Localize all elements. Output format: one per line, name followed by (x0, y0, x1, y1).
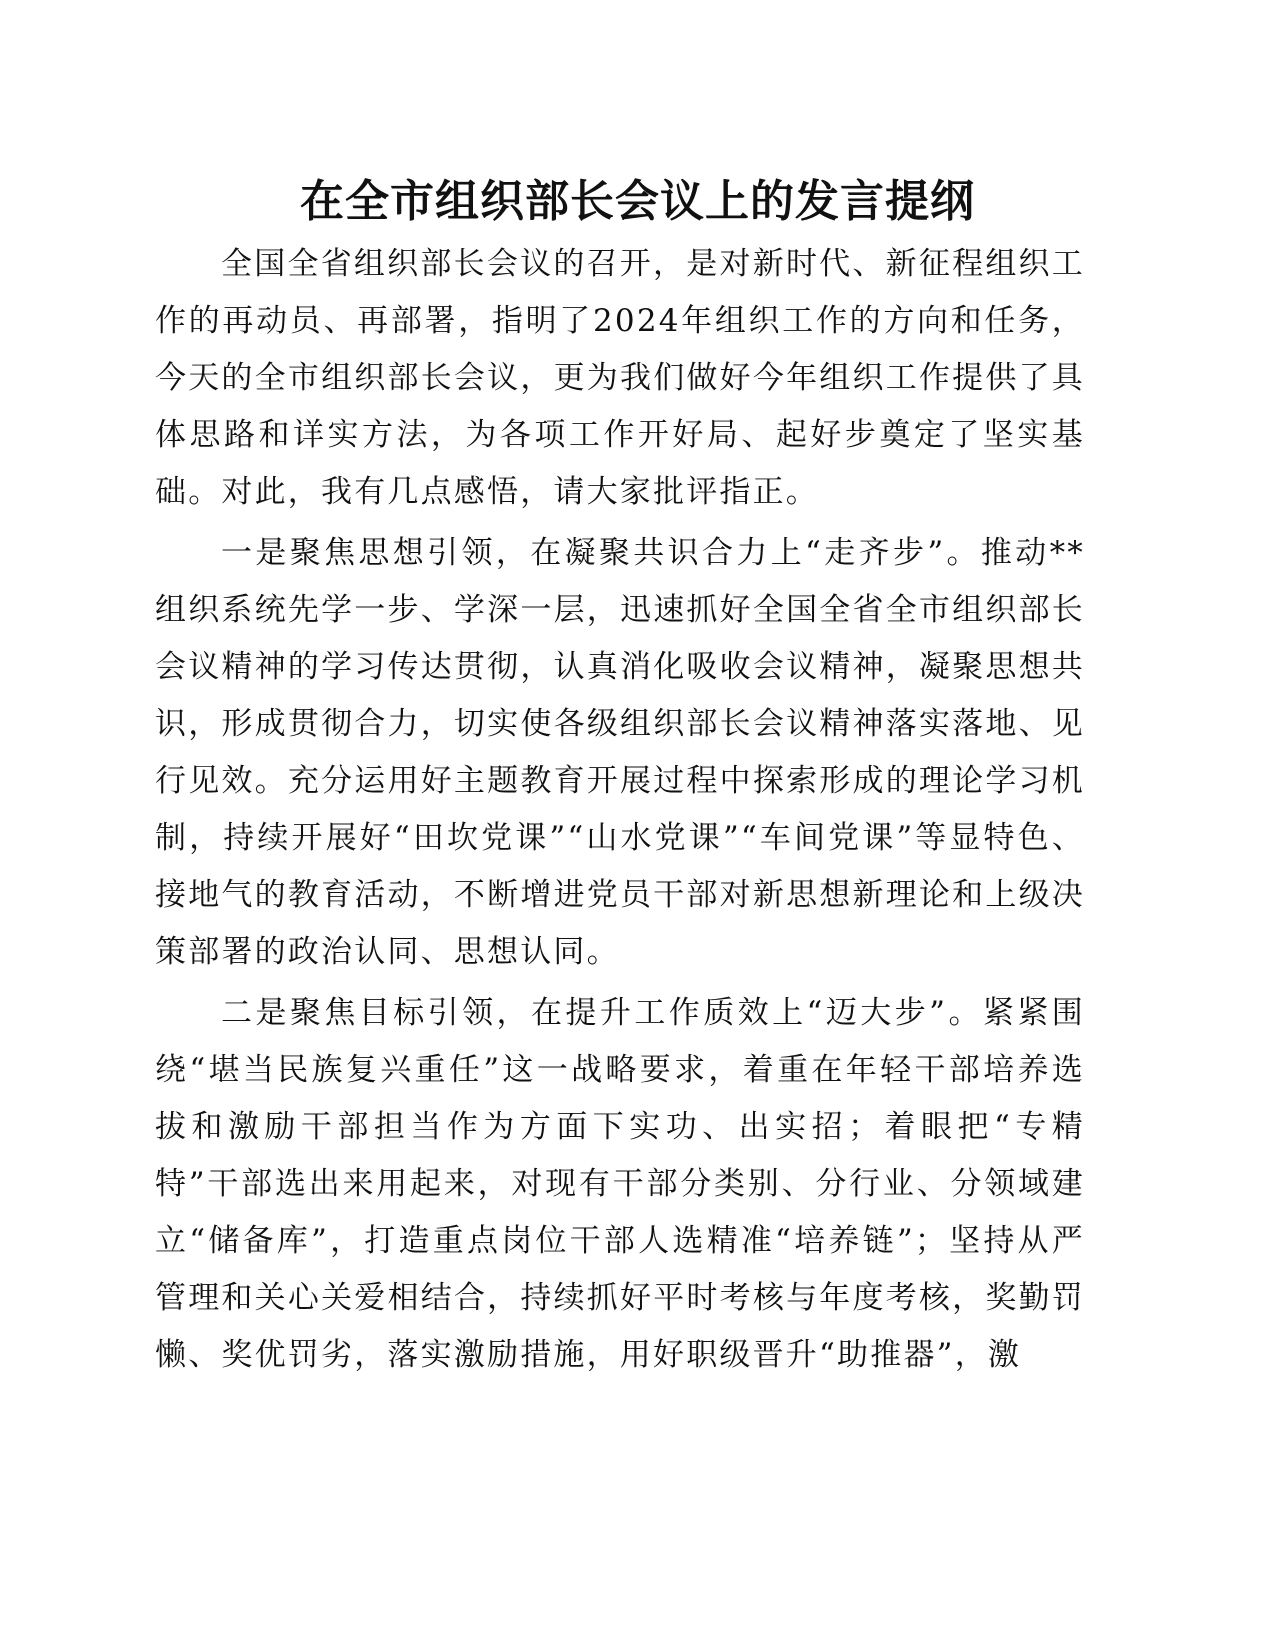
document-title: 在全市组织部长会议上的发言提纲 (300, 176, 975, 227)
paragraph-point-two: 二是聚焦目标引领，在提升工作质效上“迈大步”。紧紧围绕“堪当民族复兴重任”这一战略要求，着重在年轻干部培养选拔和激励干部担当作为方面下实功、出实招；着眼把“专精特”干部选出来用起来，对现有干部分类别、分行业、分领域建立“储备库”，打造重点岗位干部人选精准“培养链”；坚持从严管理和关心关爱相结合，持续抓好平时考核与年度考核，奖勤罚懒、奖优罚劣，落实激励措施，用好职级晋升“助推器”，激 (155, 995, 1085, 1373)
paragraph-point-one: 一是聚焦思想引领，在凝聚共识合力上“走齐步”。推动**组织系统先学一步、学深一层，迅速抓好全国全省全市组织部长会议精神的学习传达贯彻，认真消化吸收会议精神，凝聚思想共识，形成贯彻合力，切实使各级组织部长会议精神落实落地、见行见效。充分运用好主题教育开展过程中探索形成的理论学习机制，持续开展好“田坎党课”“山水党课”“车间党课”等显特色、接地气的教育活动，不断增进党员干部对新思想新理论和上级决策部署的政治认同、思想认同。 (155, 535, 1085, 970)
paragraph-intro: 全国全省组织部长会议的召开，是对新时代、新征程组织工作的再动员、再部署，指明了2024年组织工作的方向和任务，今天的全市组织部长会议，更为我们做好今年组织工作提供了具体思路和详实方法，为各项工作开好局、起好步奠定了坚实基础。对此，我有几点感悟，请大家批评指正。 (155, 246, 1085, 510)
document-body (155, 236, 1085, 1388)
